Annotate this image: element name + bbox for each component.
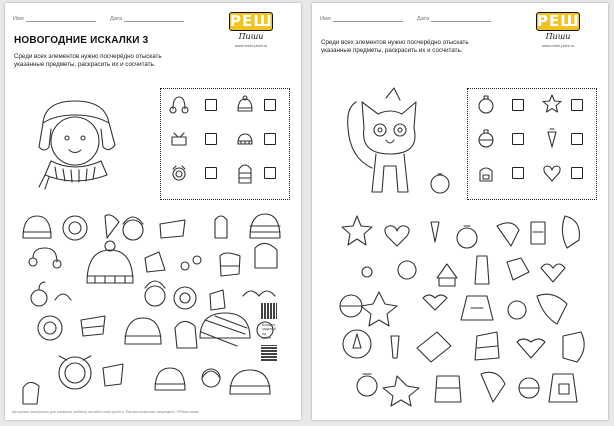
round-muffs-icon [169,163,189,183]
name-label: Имя [320,16,331,22]
round-ornament-2-icon [476,127,496,149]
hats-search-area [15,208,285,408]
date-field [417,16,491,22]
count-box-3[interactable] [512,133,524,145]
instruction-line-1: Среди всех элементов нужно посчерёдно отыскать [14,53,162,60]
name-line[interactable] [333,16,403,22]
count-box-4[interactable] [571,133,583,145]
page-title: НОВОГОДНИЕ ИСКАЛКИ 3 [14,35,149,46]
instruction-line-2: указанные предметы, раскрасить их и сосчитать. [14,61,156,69]
name-label: Имя [13,16,24,22]
logo-main: РЕШИ [537,12,594,30]
find-panel [467,88,597,200]
date-line[interactable] [431,16,491,22]
heart-icon [542,163,562,183]
worksheet-right [312,3,608,420]
tall-hat-icon [235,161,255,185]
logo-script: Пиши [238,32,264,41]
qr-code-1 [261,303,277,319]
count-box-1[interactable] [512,99,524,111]
date-label: Дата [110,16,123,22]
boy-in-hat-illustration [35,95,135,195]
logo-url: www.reshi-pishi.ru [541,43,575,48]
qr-caption: Больше заданий на сайте [262,323,276,341]
instruction-line-1: Среди всех элементов нужно посчерёдно отыскать [321,39,469,46]
date-line[interactable] [124,16,184,22]
star-icon [542,93,562,115]
name-field [320,16,403,22]
find-panel [160,88,290,200]
bow-hat-icon [169,129,189,149]
count-box-2[interactable] [571,99,583,111]
count-box-4[interactable] [264,133,276,145]
worksheet-left [5,3,301,420]
date-label: Дата [417,16,430,22]
round-ornament-icon [476,93,496,115]
count-box-2[interactable] [264,99,276,111]
lamp-ornament-icon [476,161,496,183]
count-box-6[interactable] [571,167,583,179]
count-box-3[interactable] [205,133,217,145]
date-field [110,16,184,22]
count-box-5[interactable] [205,167,217,179]
name-field [13,16,96,22]
name-line[interactable] [26,16,96,22]
cat-in-party-hat-illustration [342,88,452,203]
ear-muffs-icon [169,95,189,115]
logo-main: РЕШИ [230,12,287,30]
knit-hat-icon [235,95,255,115]
qr-code-2 [261,345,277,361]
logo-url: www.reshi-pishi.ru [234,43,268,48]
bobble-hat-icon [235,129,255,149]
instruction-line-2: указанные предметы, раскрасить их и сосчитать. [321,47,463,55]
count-box-1[interactable] [205,99,217,111]
logo-script: Пиши [545,32,571,41]
logo [229,12,287,48]
logo [536,12,594,48]
ornaments-search-area [327,208,597,408]
count-box-6[interactable] [264,167,276,179]
cone-ornament-icon [542,127,562,149]
instruction [14,53,224,69]
count-box-5[interactable] [512,167,524,179]
instruction [321,39,531,55]
footer-text: Авторские материалы для развития ребёнка на сайте reshi-pishi.ru. Распространение запрещено. ©Реши-пиши [12,410,199,414]
